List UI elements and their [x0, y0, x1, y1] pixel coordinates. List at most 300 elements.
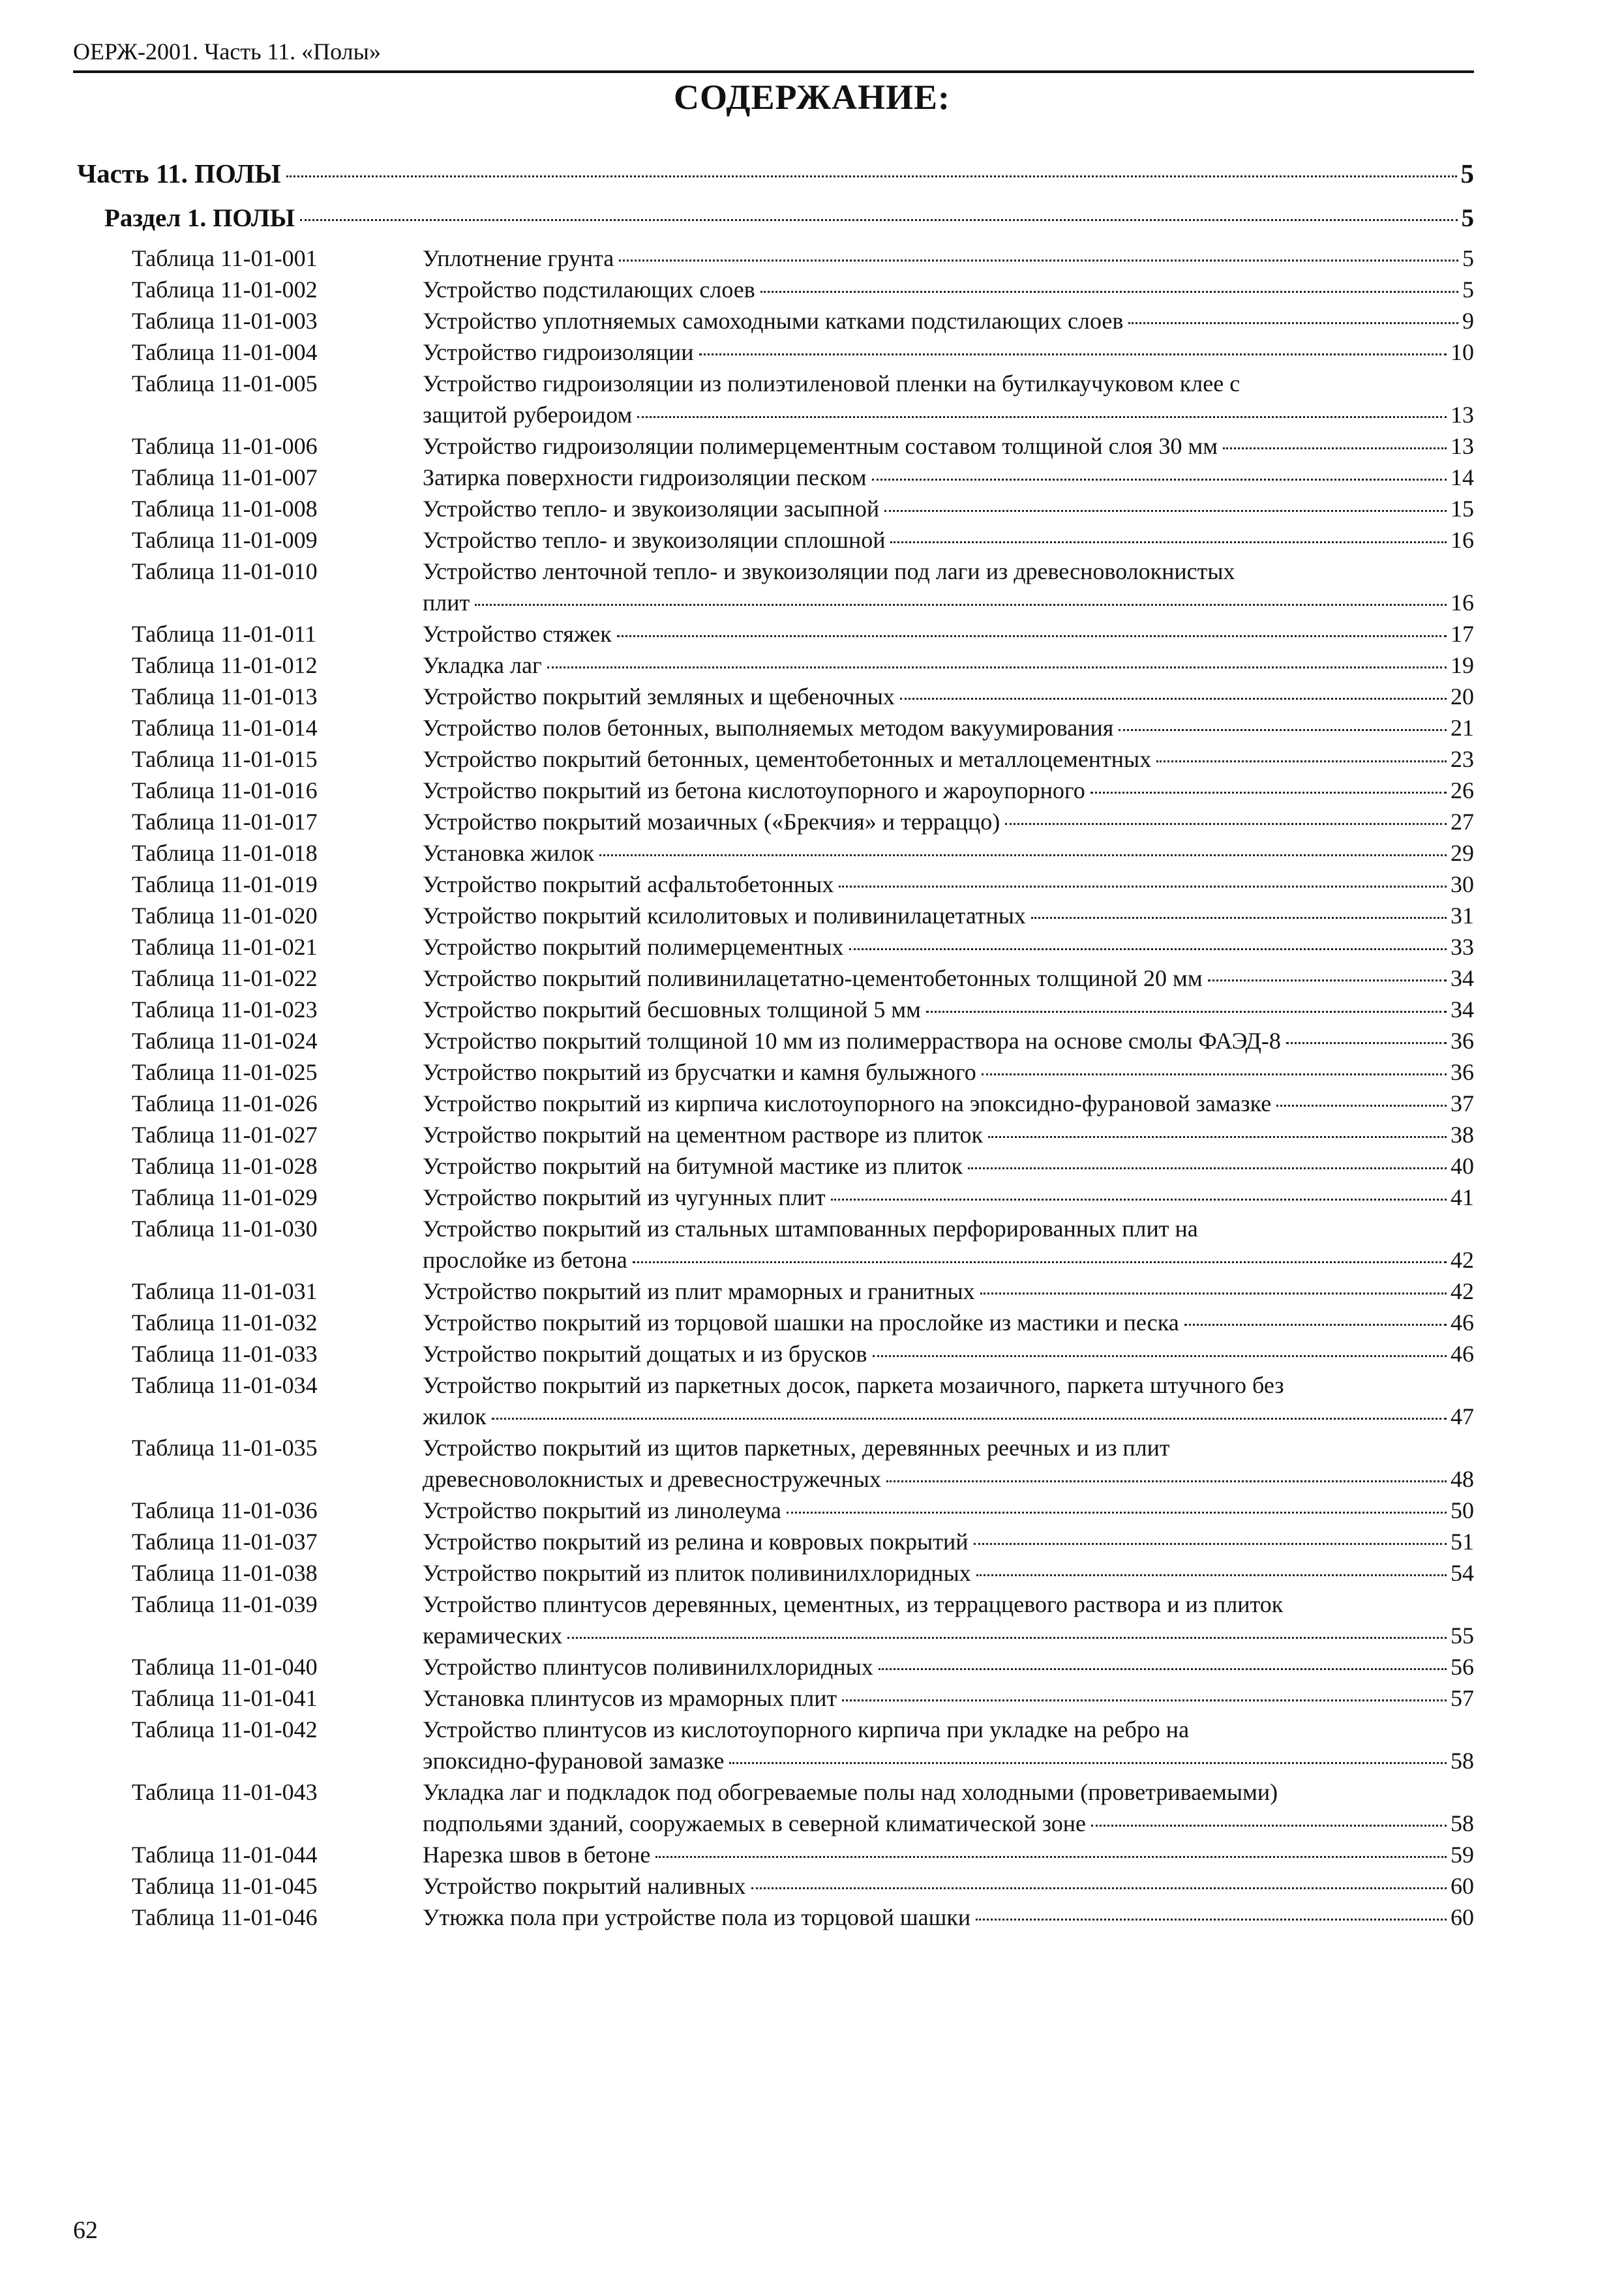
- toc-entry-page: 20: [1451, 683, 1474, 710]
- toc-entry-code: Таблица 11-01-027: [132, 1122, 318, 1148]
- toc-entry-body: [423, 337, 1474, 368]
- toc-part-entry[interactable]: [77, 158, 1474, 189]
- toc-entry-title: Устройство гидроизоляции: [423, 339, 694, 365]
- dot-leader: [890, 541, 1447, 543]
- toc-entry-title: Устройство покрытий дощатых и из брусков: [423, 1341, 867, 1367]
- toc-entry-code: Таблица 11-01-032: [132, 1309, 318, 1336]
- toc-entry-body: [423, 1056, 1474, 1088]
- toc-entry[interactable]: [132, 1025, 1474, 1056]
- toc-entry[interactable]: [132, 1056, 1474, 1088]
- toc-entry[interactable]: [132, 1495, 1474, 1526]
- dot-leader: [699, 353, 1447, 355]
- toc-entry[interactable]: [132, 462, 1474, 493]
- toc-entry-body: [423, 1088, 1474, 1119]
- toc-entry-code: Таблица 11-01-015: [132, 746, 318, 772]
- toc-entry-body: [423, 1276, 1474, 1307]
- dot-leader: [599, 854, 1447, 856]
- toc-entry-code: Таблица 11-01-043: [132, 1779, 318, 1805]
- toc-entry-page: 36: [1451, 1059, 1474, 1085]
- toc-entry-line: [423, 1432, 1474, 1463]
- toc-entry-line: [423, 681, 1474, 712]
- toc-entry-title: Устройство покрытий поливинилацетатно-цементобетонных толщиной 20 мм: [423, 965, 1203, 991]
- toc-entry-code: Таблица 11-01-021: [132, 934, 318, 960]
- toc-entry-line: [423, 1463, 1474, 1495]
- toc-entry-page: 31: [1451, 903, 1474, 929]
- toc-entry[interactable]: [132, 430, 1474, 462]
- toc-entry[interactable]: [132, 681, 1474, 712]
- toc-entry-code: Таблица 11-01-045: [132, 1873, 318, 1899]
- toc-entry-title: Устройство тепло- и звукоизоляции засыпной: [423, 496, 880, 522]
- toc-entry-line: [423, 650, 1474, 681]
- page-number: 62: [73, 2217, 98, 2244]
- toc-entry[interactable]: [132, 712, 1474, 743]
- toc-entry[interactable]: [132, 1338, 1474, 1369]
- toc-entry-code: Таблица 11-01-002: [132, 277, 318, 303]
- toc-entry-page: 17: [1451, 621, 1474, 647]
- toc-entry[interactable]: [132, 1557, 1474, 1589]
- toc-entry-page: 46: [1451, 1341, 1474, 1367]
- toc-entry-body: [423, 900, 1474, 931]
- dot-leader: [873, 1355, 1447, 1357]
- dot-leader: [872, 479, 1447, 481]
- dot-leader: [787, 1512, 1447, 1514]
- toc-entry-page: 33: [1451, 934, 1474, 960]
- dot-leader: [839, 886, 1447, 888]
- toc-entry-line: [423, 337, 1474, 368]
- toc-entry-page: 55: [1451, 1623, 1474, 1649]
- toc-entry-line: [423, 1620, 1474, 1651]
- toc-entry-page: 27: [1451, 809, 1474, 835]
- toc-entry-body: [423, 994, 1474, 1025]
- toc-entry-title: Устройство покрытий бесшовных толщиной 5 мм: [423, 996, 921, 1023]
- dot-leader: [492, 1418, 1447, 1420]
- dot-leader: [300, 219, 1457, 221]
- dot-leader: [980, 1293, 1447, 1294]
- toc-entry-code: Таблица 11-01-019: [132, 871, 318, 897]
- toc-entry[interactable]: [132, 1870, 1474, 1902]
- toc-entry-page: 60: [1451, 1873, 1474, 1899]
- toc-entry-title: Устройство уплотняемых самоходными катками подстилающих слоев: [423, 308, 1124, 334]
- toc-entry-page: 56: [1451, 1654, 1474, 1680]
- toc-entry-title: Установка плинтусов из мраморных плит: [423, 1685, 837, 1711]
- toc-entry-page: 13: [1451, 433, 1474, 459]
- dot-leader: [968, 1167, 1447, 1169]
- toc-entry-page: 23: [1451, 746, 1474, 772]
- toc-entry[interactable]: [132, 837, 1474, 869]
- toc-entry-page: 5: [1462, 245, 1474, 271]
- toc-entry-line: [423, 931, 1474, 963]
- toc-entry-line: [423, 1401, 1474, 1432]
- toc-entry-code: Таблица 11-01-017: [132, 809, 318, 835]
- toc-entry-code: Таблица 11-01-026: [132, 1090, 318, 1116]
- toc-entry-body: [423, 712, 1474, 743]
- toc-entry-page: 9: [1462, 308, 1474, 334]
- toc-entry-page: 48: [1451, 1466, 1474, 1492]
- toc-entry-title: древесноволокнистых и древесностружечных: [423, 1466, 881, 1492]
- toc-entry-line: [423, 399, 1474, 430]
- toc-entry-code: Таблица 11-01-030: [132, 1216, 318, 1242]
- toc-entry-title: Устройство покрытий из линолеума: [423, 1497, 781, 1523]
- dot-leader: [886, 1480, 1447, 1482]
- toc-entry[interactable]: [132, 1276, 1474, 1307]
- toc-entry-body: [423, 556, 1474, 618]
- dot-leader: [900, 698, 1447, 700]
- toc-entry-page: 50: [1451, 1497, 1474, 1523]
- toc-entry-body: [423, 524, 1474, 556]
- toc-entry[interactable]: [132, 1776, 1474, 1839]
- toc-entry-code: Таблица 11-01-003: [132, 308, 318, 334]
- toc-entry-body: [423, 837, 1474, 869]
- toc-entry-page: 16: [1451, 527, 1474, 553]
- dot-leader: [976, 1919, 1447, 1921]
- toc-entry-title: Устройство ленточной тепло- и звукоизоляции под лаги из древесноволокнистых: [423, 558, 1235, 584]
- toc-entry-title: Устройство гидроизоляции из полиэтиленовой пленки на бутилкаучуковом клее с: [423, 370, 1241, 396]
- dot-leader: [1031, 917, 1447, 919]
- toc-entry-title: Устройство покрытий бетонных, цементобетонных и металлоцементных: [423, 746, 1152, 772]
- dot-leader: [842, 1699, 1447, 1701]
- toc-entry[interactable]: [132, 869, 1474, 900]
- toc-entry-page: 54: [1451, 1560, 1474, 1586]
- dot-leader: [1208, 980, 1447, 981]
- toc-entry-line: [423, 1839, 1474, 1870]
- toc-entry-page: 21: [1451, 715, 1474, 741]
- toc-entry-body: [423, 1683, 1474, 1714]
- toc-entry[interactable]: [132, 1213, 1474, 1276]
- toc-entry-page: 34: [1451, 996, 1474, 1023]
- toc-entry-page: 58: [1451, 1810, 1474, 1836]
- toc-entry-line: [423, 1808, 1474, 1839]
- dot-leader: [884, 510, 1447, 512]
- toc-entry-title: Устройство покрытий из плиток поливинилхлоридных: [423, 1560, 971, 1586]
- dot-leader: [879, 1668, 1447, 1670]
- dot-leader: [831, 1199, 1447, 1201]
- toc-entry-page: 14: [1451, 464, 1474, 490]
- toc-entry-title: подпольями зданий, сооружаемых в северной климатической зоне: [423, 1810, 1086, 1836]
- toc-entry-title: Установка жилок: [423, 840, 595, 866]
- toc-entry-body: [423, 931, 1474, 963]
- toc-entry-code: Таблица 11-01-014: [132, 715, 318, 741]
- toc-entry-title: Устройство покрытий наливных: [423, 1873, 746, 1899]
- toc-table-list: [132, 243, 1474, 1933]
- toc-entry-title: эпоксидно-фурановой замазке: [423, 1748, 725, 1774]
- toc-entry-title: плит: [423, 590, 470, 616]
- toc-entry-title: Устройство покрытий на цементном растворе из плиток: [423, 1122, 984, 1148]
- toc-part-page: 5: [1460, 158, 1474, 188]
- toc-entry-body: [423, 1526, 1474, 1557]
- toc-section-entry[interactable]: [104, 203, 1474, 233]
- toc-entry-body: [423, 963, 1474, 994]
- toc-entry[interactable]: [132, 1088, 1474, 1119]
- toc-entry-code: Таблица 11-01-042: [132, 1716, 318, 1743]
- toc-entry[interactable]: [132, 1307, 1474, 1338]
- toc-entry-title: Устройство покрытий из релина и ковровых покрытий: [423, 1529, 969, 1555]
- toc-entry-body: [423, 462, 1474, 493]
- toc-entry-title: Устройство гидроизоляции полимерцементным составом толщиной слоя 30 мм: [423, 433, 1218, 459]
- toc-entry-body: [423, 1119, 1474, 1150]
- toc-entry[interactable]: [132, 618, 1474, 650]
- dot-leader: [567, 1637, 1447, 1639]
- toc-entry-line: [423, 1276, 1474, 1307]
- dot-leader: [976, 1574, 1447, 1576]
- toc-entry[interactable]: [132, 1839, 1474, 1870]
- toc-entry[interactable]: [132, 1119, 1474, 1150]
- toc-entry-line: [423, 462, 1474, 493]
- toc-entry-page: 47: [1451, 1403, 1474, 1429]
- toc-entry-code: Таблица 11-01-006: [132, 433, 318, 459]
- toc-entry[interactable]: [132, 900, 1474, 931]
- toc-entry-title: Устройство покрытий из плит мраморных и гранитных: [423, 1278, 975, 1304]
- toc-entry-code: Таблица 11-01-016: [132, 777, 318, 803]
- toc-entry-page: 34: [1451, 965, 1474, 991]
- toc-entry-body: [423, 1776, 1474, 1839]
- toc-entry-body: [423, 1150, 1474, 1182]
- toc-entry-line: [423, 963, 1474, 994]
- toc-entry[interactable]: [132, 556, 1474, 618]
- toc-entry-code: Таблица 11-01-012: [132, 652, 318, 678]
- toc-entry-title: Устройство покрытий земляных и щебеночных: [423, 683, 895, 710]
- toc-entry-body: [423, 1432, 1474, 1495]
- toc-entry-code: Таблица 11-01-010: [132, 558, 318, 584]
- toc-entry-code: Таблица 11-01-022: [132, 965, 318, 991]
- toc-entry[interactable]: [132, 994, 1474, 1025]
- toc-entry[interactable]: [132, 931, 1474, 963]
- toc-entry-line: [423, 1776, 1474, 1808]
- toc-entry-title: Устройство тепло- и звукоизоляции сплошной: [423, 527, 886, 553]
- toc-entry-code: Таблица 11-01-001: [132, 245, 318, 271]
- toc-entry-body: [423, 1902, 1474, 1933]
- toc-entry-line: [423, 430, 1474, 462]
- toc-entry-code: Таблица 11-01-020: [132, 903, 318, 929]
- toc-section-page: 5: [1461, 204, 1474, 232]
- running-header: [73, 38, 1474, 73]
- toc-entry[interactable]: [132, 368, 1474, 430]
- dot-leader: [1184, 1324, 1447, 1326]
- toc-entry-line: [423, 1119, 1474, 1150]
- toc-entry-line: [423, 775, 1474, 806]
- toc-entry-title: Устройство плинтусов деревянных, цементных, из терраццевого раствора и из плиток: [423, 1591, 1284, 1617]
- toc-entry-title: Устройство покрытий на битумной мастике из плиток: [423, 1153, 963, 1179]
- toc-entry[interactable]: [132, 963, 1474, 994]
- toc-entry-title: Устройство покрытий из чугунных плит: [423, 1184, 826, 1210]
- toc-entry-page: 26: [1451, 777, 1474, 803]
- toc-entry-body: [423, 368, 1474, 430]
- toc-entry-body: [423, 1369, 1474, 1432]
- toc-entry[interactable]: [132, 1902, 1474, 1933]
- toc-entry-title: Устройство покрытий ксилолитовых и поливинилацетатных: [423, 903, 1026, 929]
- toc-entry-line: [423, 1338, 1474, 1369]
- dot-leader: [982, 1073, 1447, 1075]
- toc-entry-page: 51: [1451, 1529, 1474, 1555]
- toc-entry[interactable]: [132, 1369, 1474, 1432]
- toc-entry[interactable]: [132, 1589, 1474, 1651]
- toc-entry[interactable]: [132, 305, 1474, 337]
- toc-entry-code: Таблица 11-01-039: [132, 1591, 318, 1617]
- toc-entry-code: Таблица 11-01-029: [132, 1184, 318, 1210]
- toc-entry-code: Таблица 11-01-036: [132, 1497, 318, 1523]
- dot-leader: [547, 666, 1447, 668]
- toc-entry[interactable]: [132, 493, 1474, 524]
- toc-entry-code: Таблица 11-01-041: [132, 1685, 318, 1711]
- toc-entry-line: [423, 556, 1474, 587]
- dot-leader: [633, 1261, 1447, 1263]
- toc-entry-code: Таблица 11-01-013: [132, 683, 318, 710]
- toc-entry[interactable]: [132, 806, 1474, 837]
- dot-leader: [1005, 823, 1447, 825]
- toc-entry-code: Таблица 11-01-035: [132, 1435, 318, 1461]
- toc-entry-page: 46: [1451, 1309, 1474, 1336]
- toc-entry-title: жилок: [423, 1403, 487, 1429]
- toc-entry-body: [423, 1839, 1474, 1870]
- toc-entry[interactable]: [132, 337, 1474, 368]
- toc-entry-code: Таблица 11-01-038: [132, 1560, 318, 1586]
- toc-entry-body: [423, 775, 1474, 806]
- toc-entry-line: [423, 305, 1474, 337]
- toc-entry-title: Уплотнение грунта: [423, 245, 614, 271]
- toc-entry-line: [423, 1683, 1474, 1714]
- toc-entry-line: [423, 1369, 1474, 1401]
- toc-part-label: Часть 11. ПОЛЫ: [77, 158, 281, 188]
- toc-entry-page: 41: [1451, 1184, 1474, 1210]
- toc-entry-title: Устройство покрытий из брусчатки и камня булыжного: [423, 1059, 976, 1085]
- toc-entry-page: 57: [1451, 1685, 1474, 1711]
- toc-entry-body: [423, 1495, 1474, 1526]
- toc-entry[interactable]: [132, 1651, 1474, 1683]
- dot-leader: [1156, 760, 1447, 762]
- toc-entry-title: Устройство покрытий из кирпича кислотоупорного на эпоксидно-фурановой замазке: [423, 1090, 1272, 1116]
- toc-entry-title: защитой рубероидом: [423, 402, 633, 428]
- toc-entry[interactable]: [132, 243, 1474, 274]
- toc-entry-body: [423, 1870, 1474, 1902]
- toc-entry[interactable]: [132, 1526, 1474, 1557]
- page-title: СОДЕРЖАНИЕ:: [674, 78, 950, 117]
- toc-entry-body: [423, 650, 1474, 681]
- toc-entry[interactable]: [132, 1182, 1474, 1213]
- toc-entry[interactable]: [132, 274, 1474, 305]
- toc-entry-line: [423, 618, 1474, 650]
- toc-entry-title: прослойке из бетона: [423, 1247, 627, 1273]
- toc-entry-body: [423, 430, 1474, 462]
- toc-entry-body: [423, 1714, 1474, 1776]
- toc-entry-body: [423, 1338, 1474, 1369]
- toc-entry-line: [423, 524, 1474, 556]
- toc-entry-body: [423, 618, 1474, 650]
- toc-entry-title: Утюжка пола при устройстве пола из торцовой шашки: [423, 1904, 971, 1930]
- toc-entry[interactable]: [132, 1714, 1474, 1776]
- toc-entry-code: Таблица 11-01-018: [132, 840, 318, 866]
- toc-entry-line: [423, 1902, 1474, 1933]
- toc-entry-code: Таблица 11-01-040: [132, 1654, 318, 1680]
- toc-entry-line: [423, 1213, 1474, 1244]
- dot-leader: [1223, 447, 1447, 449]
- toc-entry-line: [423, 1745, 1474, 1776]
- toc-entry-code: Таблица 11-01-028: [132, 1153, 318, 1179]
- toc-entry-code: Таблица 11-01-004: [132, 339, 318, 365]
- toc-entry-title: Устройство покрытий из щитов паркетных, деревянных реечных и из плит: [423, 1435, 1170, 1461]
- toc-entry-body: [423, 305, 1474, 337]
- toc-entry-page: 42: [1451, 1247, 1474, 1273]
- toc-entry[interactable]: [132, 1432, 1474, 1495]
- toc-section-label: Раздел 1. ПОЛЫ: [104, 204, 295, 232]
- toc-entry-code: Таблица 11-01-011: [132, 621, 317, 647]
- toc-entry-title: Устройство стяжек: [423, 621, 612, 647]
- toc-entry[interactable]: [132, 524, 1474, 556]
- toc-entry-title: керамических: [423, 1623, 563, 1649]
- toc-entry-line: [423, 1495, 1474, 1526]
- toc-entry-title: Устройство плинтусов поливинилхлоридных: [423, 1654, 873, 1680]
- toc-entry-code: Таблица 11-01-008: [132, 496, 318, 522]
- toc-entry-code: Таблица 11-01-024: [132, 1028, 318, 1054]
- toc-entry-line: [423, 1182, 1474, 1213]
- toc-entry[interactable]: [132, 743, 1474, 775]
- toc-entry-body: [423, 1182, 1474, 1213]
- toc-entry-line: [423, 1244, 1474, 1276]
- toc-entry-title: Укладка лаг и подкладок под обогреваемые полы над холодными (проветриваемыми): [423, 1779, 1278, 1805]
- toc-entry-body: [423, 493, 1474, 524]
- toc-entry-code: Таблица 11-01-034: [132, 1372, 318, 1398]
- toc-entry-line: [423, 1088, 1474, 1119]
- toc-entry-line: [423, 994, 1474, 1025]
- toc-entry-code: Таблица 11-01-005: [132, 370, 318, 396]
- toc-entry-line: [423, 1651, 1474, 1683]
- toc-entry-title: Нарезка швов в бетоне: [423, 1842, 651, 1868]
- toc-entry-title: Устройство покрытий полимерцементных: [423, 934, 844, 960]
- toc-entry-page: 15: [1451, 496, 1474, 522]
- dot-leader: [1286, 1042, 1447, 1044]
- toc-entry-page: 29: [1451, 840, 1474, 866]
- dot-leader: [849, 948, 1447, 950]
- dot-leader: [988, 1136, 1447, 1138]
- dot-leader: [619, 260, 1458, 262]
- toc-entry-line: [423, 1714, 1474, 1745]
- dot-leader: [1090, 792, 1447, 794]
- toc-entry-body: [423, 274, 1474, 305]
- toc-entry-page: 38: [1451, 1122, 1474, 1148]
- toc-entry-page: 40: [1451, 1153, 1474, 1179]
- toc-entry[interactable]: [132, 775, 1474, 806]
- toc-entry-page: 10: [1451, 339, 1474, 365]
- toc-entry-body: [423, 243, 1474, 274]
- toc-entry-body: [423, 1651, 1474, 1683]
- toc-entry-line: [423, 837, 1474, 869]
- toc-entry-line: [423, 1870, 1474, 1902]
- dot-leader: [655, 1856, 1447, 1858]
- toc-entry-code: Таблица 11-01-031: [132, 1278, 318, 1304]
- toc-entry-code: Таблица 11-01-044: [132, 1842, 318, 1868]
- toc-entry-line: [423, 806, 1474, 837]
- toc-entry-line: [423, 368, 1474, 399]
- toc-entry-title: Устройство покрытий из паркетных досок, паркета мозаичного, паркета штучного без: [423, 1372, 1284, 1398]
- toc-entry-title: Укладка лаг: [423, 652, 542, 678]
- toc-entry-page: 5: [1462, 277, 1474, 303]
- toc-entry[interactable]: [132, 650, 1474, 681]
- toc-entry-line: [423, 493, 1474, 524]
- toc-entry-line: [423, 1557, 1474, 1589]
- toc-entry-line: [423, 1589, 1474, 1620]
- dot-leader: [637, 416, 1447, 418]
- toc-entry-code: Таблица 11-01-009: [132, 527, 318, 553]
- toc-entry-page: 60: [1451, 1904, 1474, 1930]
- toc-entry-body: [423, 743, 1474, 775]
- toc-entry-page: 37: [1451, 1090, 1474, 1116]
- toc-entry-line: [423, 1056, 1474, 1088]
- toc-entry-page: 59: [1451, 1842, 1474, 1868]
- toc-entry[interactable]: [132, 1683, 1474, 1714]
- toc-entry-body: [423, 681, 1474, 712]
- toc-entry-title: Устройство подстилающих слоев: [423, 277, 755, 303]
- toc-entry-line: [423, 869, 1474, 900]
- toc-entry-line: [423, 1150, 1474, 1182]
- toc-entry[interactable]: [132, 1150, 1474, 1182]
